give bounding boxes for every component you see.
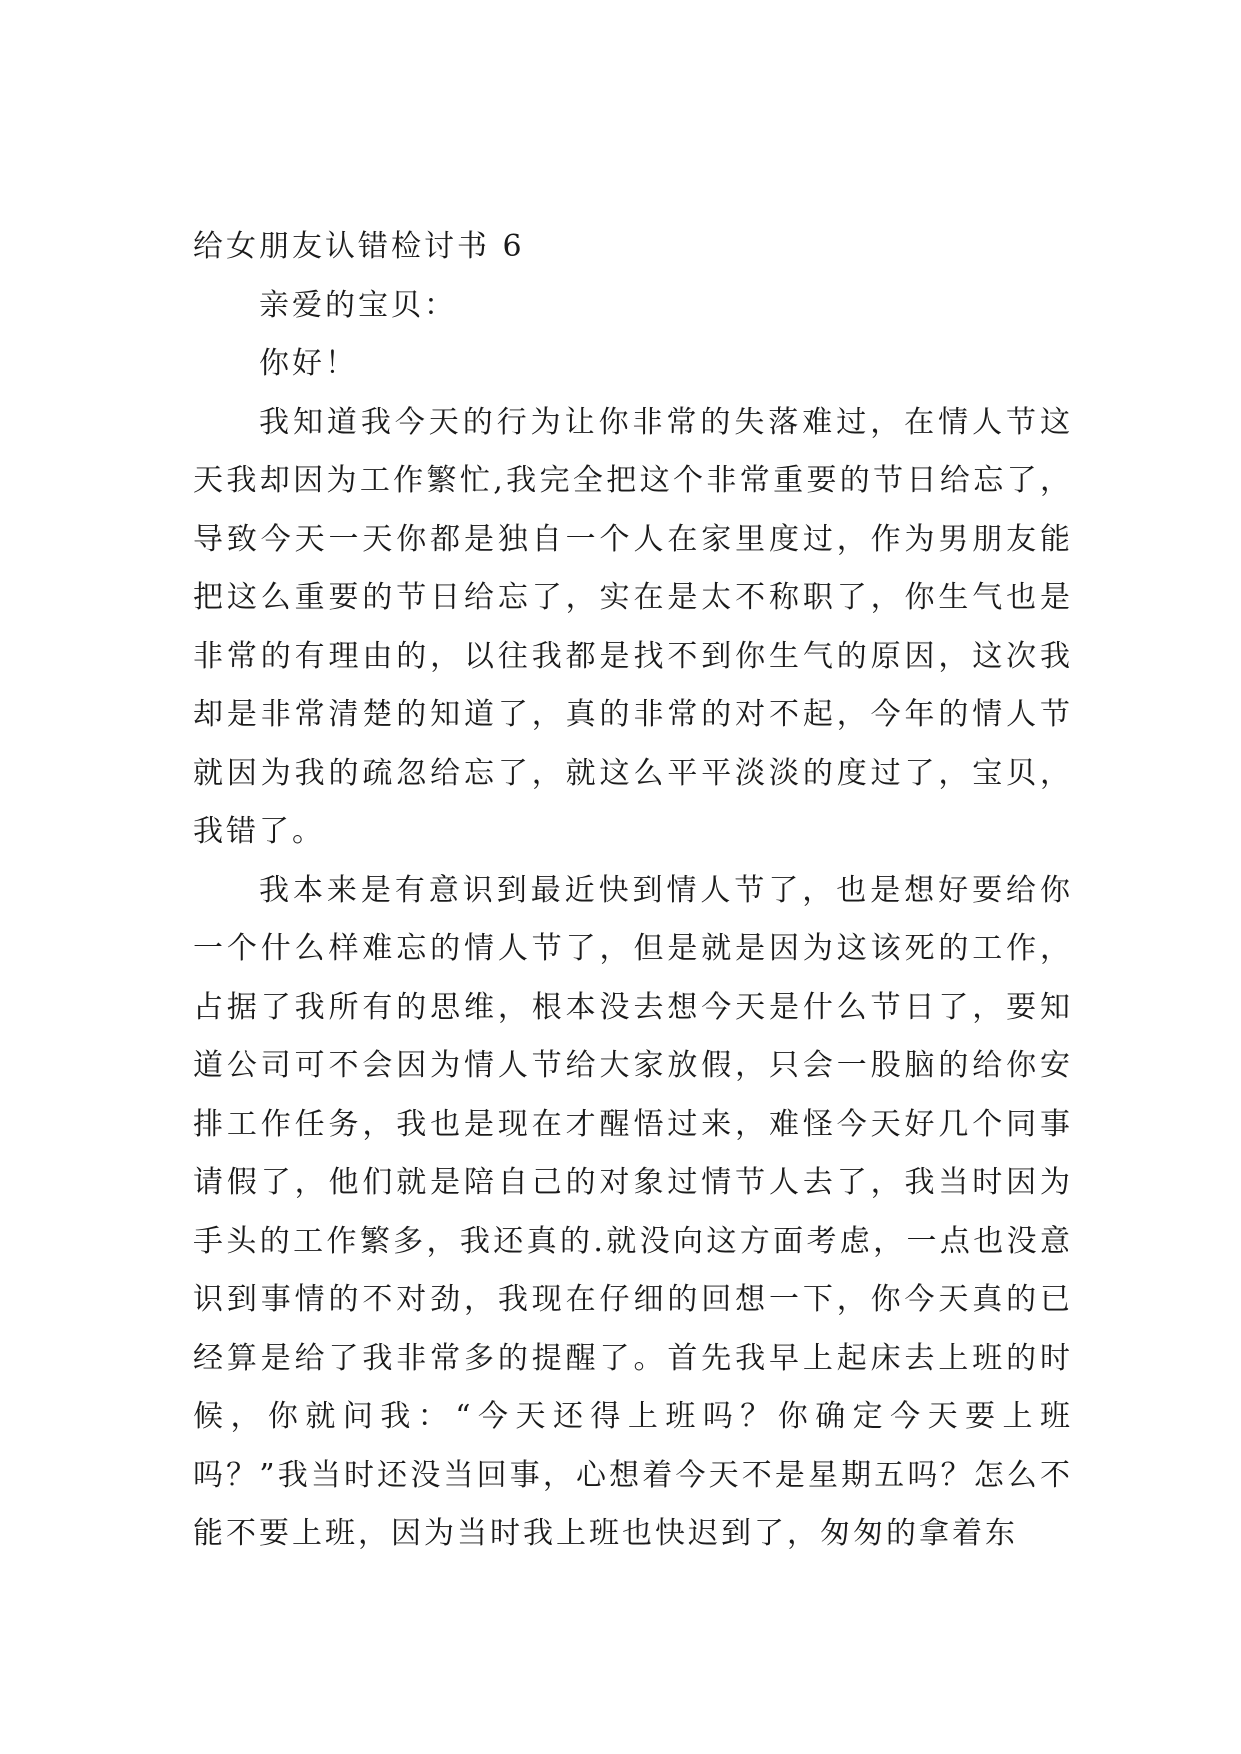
document-body [193,218,1073,1564]
salutation: 亲爱的宝贝： [259,287,457,323]
document-title: 给女朋友认错检讨书 6 [193,229,525,264]
body-paragraph-1: 我知道我今天的行为让你非常的失落难过，在情人节这天我却因为工作繁忙,我完全把这个非常重要的节日给忘了，导致今天一天你都是独自一个人在家里度过，作为男朋友能把这么重要的节日给忘了，实在是太不称职了，你生气也是非常的有理由的，以往我都是找不到你生气的原因，这次我却是非常清楚的知道了，真的非常的对不起，今年的情人节就因为我的疏忽给忘了，就这么平平淡淡的度过了，宝贝，我错了。 [193,404,1073,849]
body-paragraph-2: 我本来是有意识到最近快到情人节了，也是想好要给你一个什么样难忘的情人节了，但是就是因为这该死的工作，占据了我所有的思维，根本没去想今天是什么节日了，要知道公司可不会因为情人节给大家放假，只会一股脑的给你安排工作任务，我也是现在才醒悟过来，难怪今天好几个同事请假了，他们就是陪自己的对象过情节人去了，我当时因为手头的工作繁多，我还真的.就没向这方面考虑，一点也没意识到事情的不对劲，我现在仔细的回想一下，你今天真的已经算是给了我非常多的提醒了。首先我早上起床去上班的时候，你就问我：“今天还得上班吗？你确定今天要上班吗？”我当时还没当回事，心想着今天不是星期五吗？怎么不能不要上班，因为当时我上班也快迟到了，匆匆的拿着东 [193,872,1073,1551]
greeting: 你好！ [259,346,358,381]
